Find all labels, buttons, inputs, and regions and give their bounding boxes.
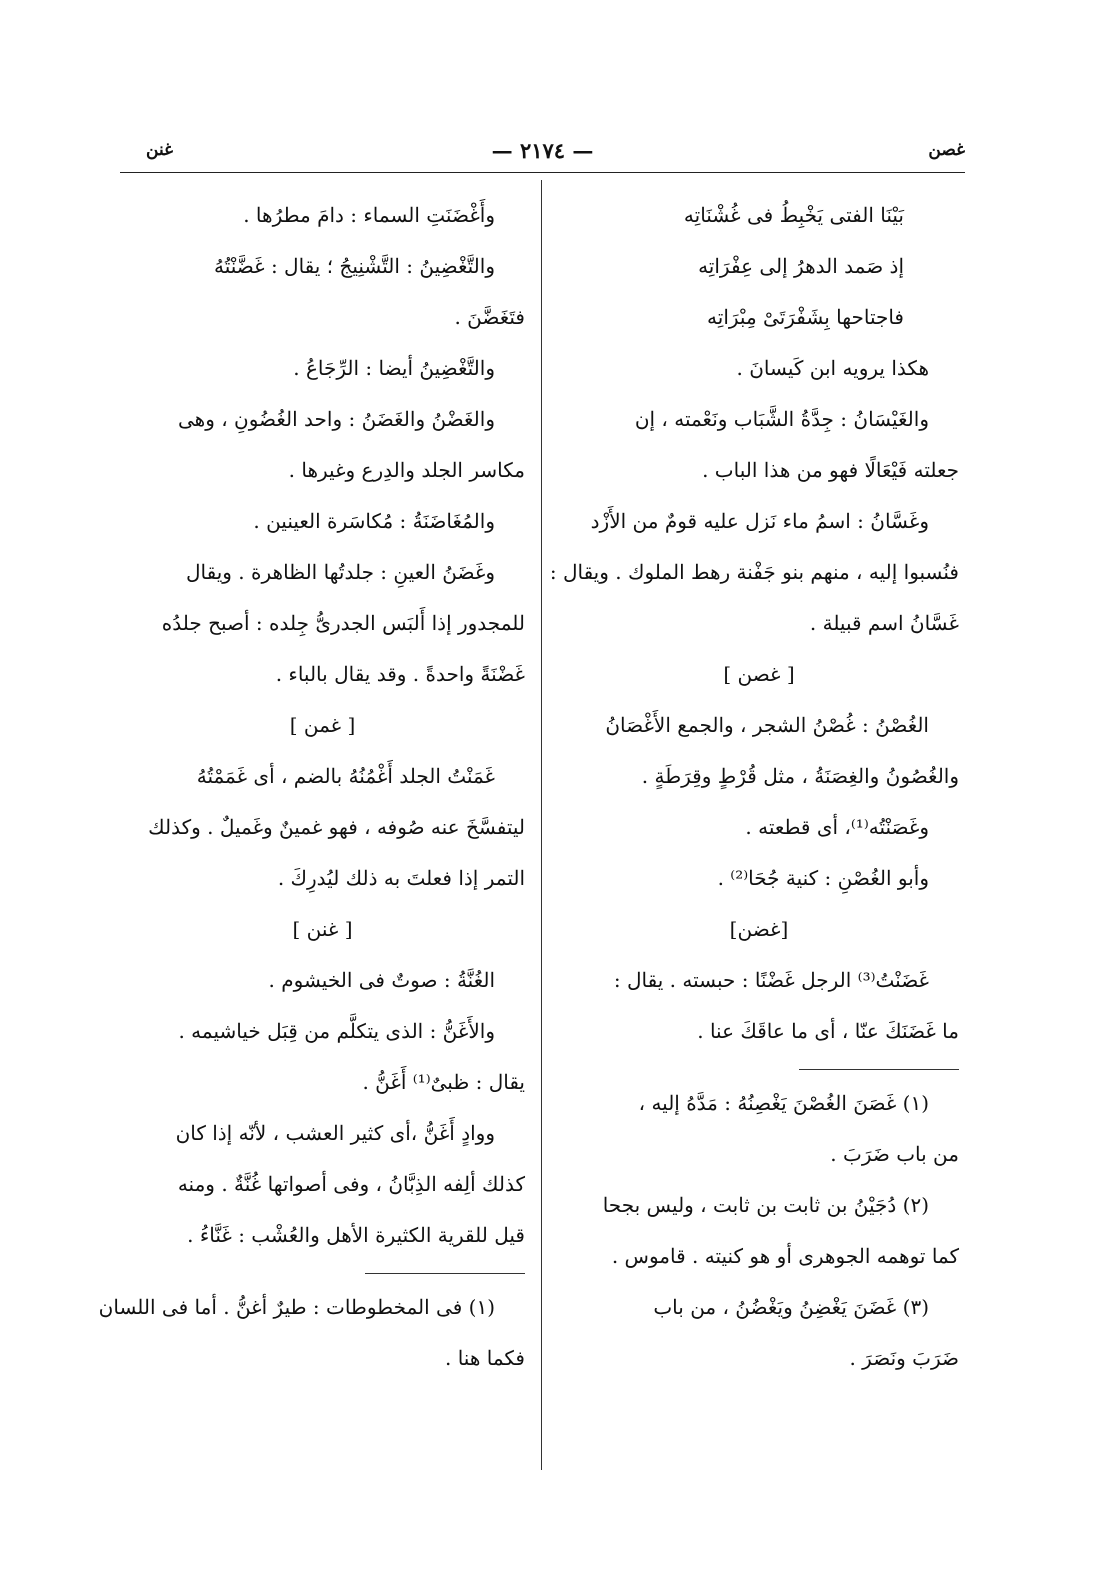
text-line: والمُغَاضَنَةُ : مُكاسَرة العينين . bbox=[253, 509, 495, 533]
entry-heading: [ غصن ] bbox=[723, 662, 795, 686]
footnote-line: (٣) غَضَنَ يَغْضِنُ ويَغْضُنُ ، من باب bbox=[653, 1295, 929, 1319]
verse-line: إذ صَمد الدهرُ إلى عِفْرَاتِه bbox=[698, 254, 904, 278]
text-line: والأَغَنُّ : الذى يتكلَّم من قِبَل خياشيمه . bbox=[178, 1019, 495, 1043]
header-left-word: غنن bbox=[146, 140, 173, 160]
text-line: وغَضَنُ العينِ : جلدتُها الظاهرة . ويقال bbox=[185, 560, 495, 584]
text-line: مكاسر الجلد والدِرع وغيرها . bbox=[288, 458, 525, 482]
text-line: قيل للقرية الكثيرة الأهل والعُشْب : غَنَّاءُ . bbox=[187, 1223, 525, 1247]
text-line: كذلك ألِفه الذِبَّانُ ، وفى أصواتها غُنَّةٌ . ومنه bbox=[177, 1172, 525, 1196]
footnote-line: (٢) دُجَيْنُ بن ثابت بن ثابت ، وليس بجحا bbox=[602, 1193, 929, 1217]
text-line: وأَغْضَنَتِ السماء : دامَ مطرُها . bbox=[243, 203, 495, 227]
text-line: للمجدور إذا أَلبَس الجدرىُّ جِلده : أصبح جلدُه bbox=[161, 611, 525, 635]
footnote-line: (١) فى المخطوطات : طيرٌ أغنُّ . أما فى اللسان bbox=[98, 1295, 495, 1319]
footnote-line: ضَرَبَ ونَصَرَ . bbox=[849, 1346, 959, 1370]
header-rule bbox=[120, 172, 965, 173]
text-line: هكذا يرويه ابن كَيسانَ . bbox=[736, 356, 929, 380]
text-line: ليتفسَّخَ عنه صُوفه ، فهو غمينٌ وغَميلٌ . وكذلك bbox=[148, 815, 525, 839]
text-line: والتَّغْضِينُ أيضا : الرِّجَاعُ . bbox=[293, 356, 495, 380]
page-number: — ٢١٧٤ — bbox=[491, 138, 594, 163]
header-right-word: غصن bbox=[928, 140, 965, 160]
footnote-line: كما توهمه الجوهرى أو هو كنيته . قاموس . bbox=[611, 1244, 959, 1268]
column-divider bbox=[541, 180, 542, 1470]
verse-line: بَيْنَا الفتى يَخْبِطُ فى غُشْنَاتِه bbox=[683, 203, 904, 227]
entry-heading: [ غمن ] bbox=[289, 713, 356, 737]
text-line: وغَسَّانُ : اسمُ ماء نَزل عليه قومٌ من الأَزْد bbox=[590, 509, 929, 533]
text-line: وغَصَنْتُه⁽¹⁾، أى قطعته . bbox=[745, 815, 929, 839]
footnote-line: من باب ضَرَبَ . bbox=[830, 1142, 959, 1166]
text-line: فتَغَضَّنَ . bbox=[454, 305, 525, 329]
text-line: والغَيْسَانُ : جِدَّةُ الشَّبَاب ونَعْمته ، إن bbox=[634, 407, 929, 431]
text-line: غَضْنَةً واحدةً . وقد يقال بالباء . bbox=[275, 662, 525, 686]
text-line: الغُنَّةُ : صوتٌ فى الخيشوم . bbox=[268, 968, 495, 992]
text-line: وأبو الغُصْنِ : كنية جُحَا⁽²⁾ . bbox=[717, 866, 929, 890]
page-header bbox=[120, 140, 965, 170]
entry-heading: [ غنن ] bbox=[292, 917, 353, 941]
text-line: ووادٍ أَغَنُّ ،أى كثير العشب ، لأنّه إذا كان bbox=[175, 1121, 495, 1145]
text-line: فنُسبوا إليه ، منهم بنو جَفْنة رهط الملوك . ويقال : bbox=[549, 560, 959, 584]
footnote-line: (١) غَصَنَ الغُصْنَ يَغْصِنُهُ : مَدَّهُ إليه ، bbox=[638, 1091, 929, 1115]
text-line: ما غَضَنَكَ عنّا ، أى ما عاقَكَ عنا . bbox=[697, 1019, 959, 1043]
text-line: والغُصُونُ والغِصَنَةُ ، مثل قُرْطٍ وقِرَطَةٍ . bbox=[641, 764, 959, 788]
text-line: الغُصْنُ : غُصْنُ الشجر ، والجمع الأَغْصَانُ bbox=[605, 713, 929, 737]
footnote-rule bbox=[365, 1273, 525, 1274]
footnote-line: فكما هنا . bbox=[444, 1346, 525, 1370]
text-line: والتَّغْضِينُ : التَّشْنِيجُ ؛ يقال : غَضَّنْتُهُ bbox=[214, 254, 495, 278]
text-line: غَمَنْتُ الجلد أَغْمُنُهُ بالضم ، أى غَمَمْتُهُ bbox=[196, 764, 495, 788]
verse-line: فاجتاحها بِشَفْرَتَىْ مِبْرَاتِه bbox=[707, 305, 904, 329]
entry-heading: [غضن] bbox=[729, 917, 789, 941]
text-line: جعلته فَيْعَالًا فهو من هذا الباب . bbox=[702, 458, 959, 482]
text-line: غَسَّانُ اسم قبيلة . bbox=[809, 611, 959, 635]
text-line: والغَضْنُ والغَضَنُ : واحد الغُضُونِ ، وهى bbox=[177, 407, 495, 431]
right-column bbox=[549, 190, 959, 1384]
footnote-rule bbox=[799, 1069, 959, 1070]
text-line: يقال : ظبىٌ⁽¹⁾ أَغَنُّ . bbox=[362, 1070, 525, 1094]
text-line: غَضَنْتُ⁽³⁾ الرجل غَضْنًا : حبسته . يقال : bbox=[613, 968, 929, 992]
text-line: التمر إذا فعلتَ به ذلك ليُدرِكَ . bbox=[277, 866, 525, 890]
left-column bbox=[98, 190, 525, 1384]
